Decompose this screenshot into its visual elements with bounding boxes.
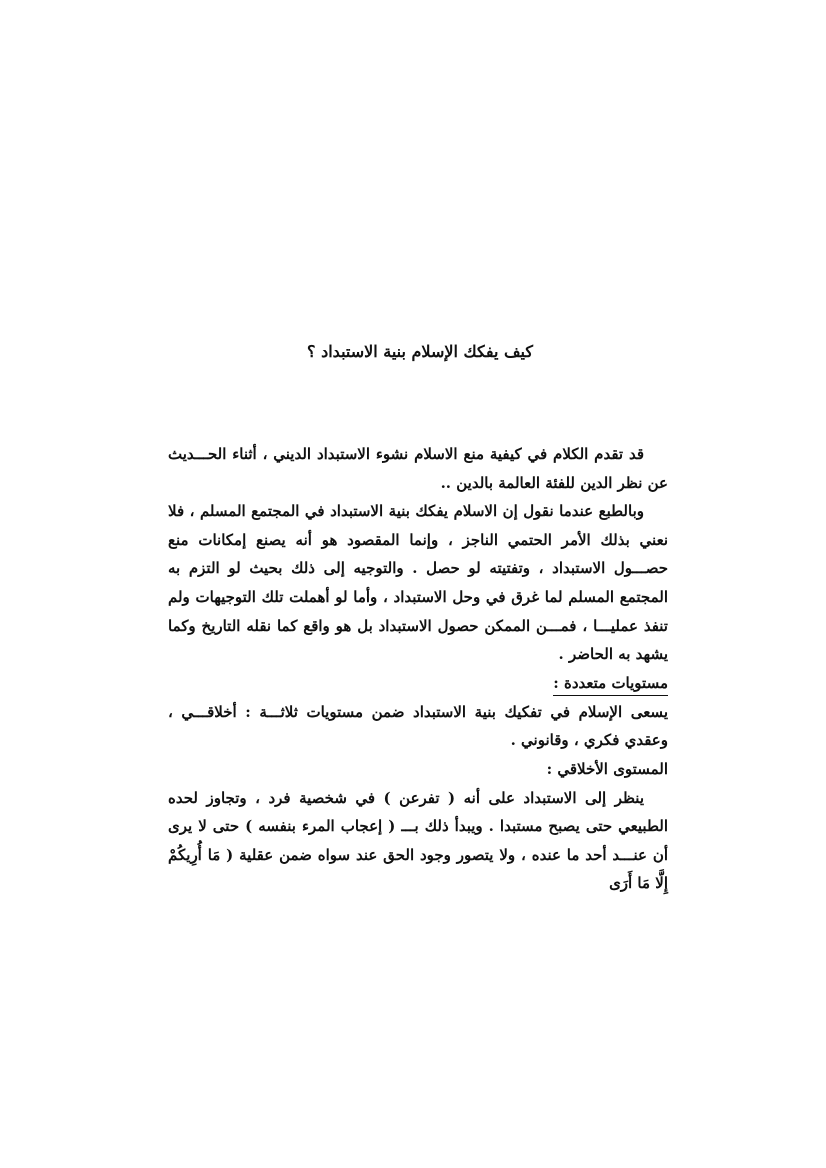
subheading-moral-level: المستوى الأخلاقي : bbox=[546, 759, 668, 778]
paragraph-moral: ينظر إلى الاستبداد على أنه ( تفرعن ) في شخصية فرد ، وتجاوز لحده الطبيعي حتى يصبح مستبدا . ويبدأ ذلك بـــ ( إعجاب المرء بنفسه ) حتى لا يرى أن عنـــد أحد ما عنده ، ولا يتصور وجود الحق عند سواه ضمن عقلية ( مَا أُرِيكُمْ إِلَّا مَا أَرَى bbox=[168, 788, 668, 893]
subheading-moral-wrapper bbox=[168, 755, 668, 784]
body-text bbox=[168, 440, 668, 898]
section-heading-levels-wrapper bbox=[168, 669, 668, 698]
paragraph-intro: قد تقدم الكلام في كيفية منع الاسلام نشوء الاستبداد الديني ، أثناء الحـــديث عن نظر الدين للفئة العالمة بالدين .. bbox=[168, 445, 668, 492]
page-title: كيف يفكك الإسلام بنية الاستبداد ؟ bbox=[307, 342, 533, 361]
paragraph-levels: يسعى الإسلام في تفكيك بنية الاستبداد ضمن مستويات ثلاثـــة : أخلاقـــي ، وعقدي فكري ، وقانوني . bbox=[168, 702, 668, 750]
paragraph-explanation: وبالطبع عندما نقول إن الاسلام يفكك بنية الاستبداد في المجتمع المسلم ، فلا نعني بذلك الأمر الحتمي الناجز ، وإنما المقصود هو أنه يصنع إمكانات منع حصـــول الاستبداد ، وتفتيته لو حصل . والتوجيه إلى ذلك بحيث لو التزم به المجتمع المسلم لما غرق في وحل الاستبداد ، وأما لو أهملت تلك التوجيهات ولم تنفذ عمليـــا ، فمـــن الممكن حصول الاستبداد بل هو واقع كما نقله التاريخ وكما يشهد به الحاضر . bbox=[168, 502, 668, 664]
section-heading-levels: مستويات متعددة : bbox=[553, 671, 668, 696]
